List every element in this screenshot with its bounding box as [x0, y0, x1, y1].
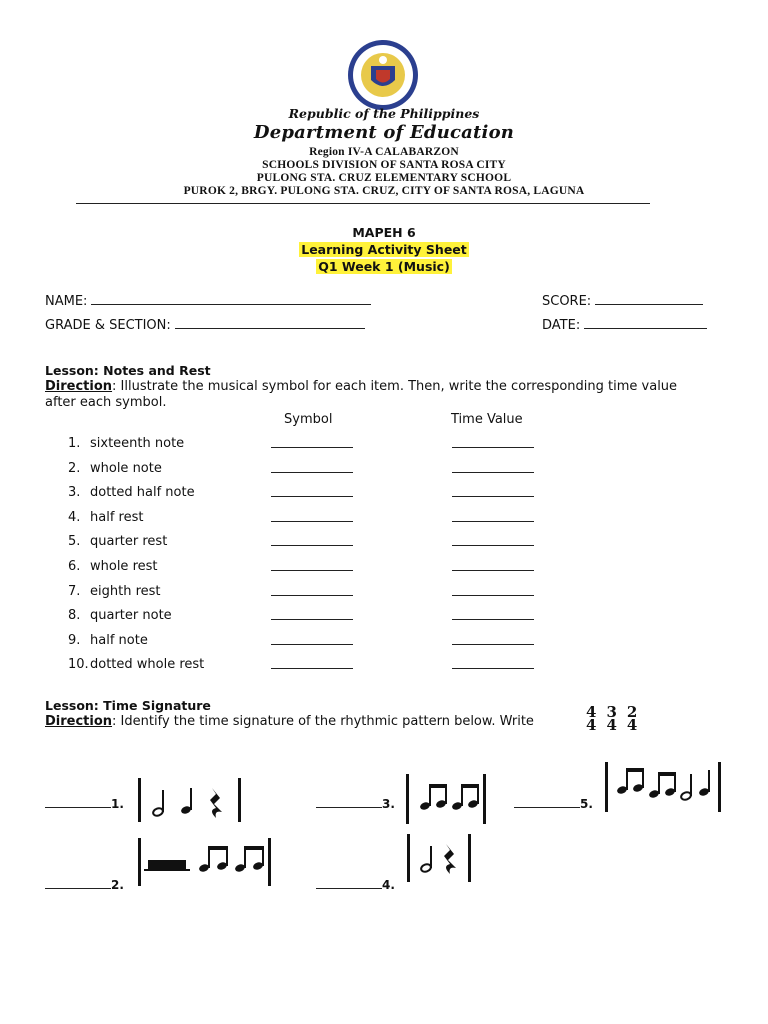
item-number: 5. — [68, 534, 81, 550]
deped-seal-icon — [346, 38, 420, 112]
time-value-answer-line[interactable] — [452, 545, 534, 546]
item-text: dotted half note — [90, 485, 195, 501]
time-signature-option — [586, 703, 597, 734]
symbol-answer-line[interactable] — [271, 619, 353, 620]
date-field[interactable]: DATE: — [542, 315, 707, 333]
time-signature-bottom: 4 — [586, 716, 597, 734]
list-item — [68, 633, 148, 648]
lesson1-direction: Direction: Illustrate the musical symbol for each item. Then, write the corresponding time value after each symbol. — [45, 379, 678, 410]
symbol-answer-line[interactable] — [271, 545, 353, 546]
item-text: sixteenth note — [90, 436, 185, 451]
department-heading: Department of Education — [253, 122, 515, 143]
time-signature-options — [586, 703, 638, 734]
subject-title: MAPEH 6 — [352, 225, 416, 240]
symbol-answer-line[interactable] — [271, 595, 353, 596]
list-item — [68, 485, 195, 500]
item-number: 9. — [68, 632, 81, 648]
time-signature-bottom: 4 — [626, 716, 638, 734]
item-number: 2. — [68, 460, 81, 476]
list-item — [68, 461, 162, 476]
rhythm-pattern-3 — [403, 772, 489, 826]
answer-5[interactable]: 5. — [514, 793, 593, 812]
item-text: half rest — [90, 509, 144, 525]
republic-heading: Republic of the Philippines — [288, 106, 480, 121]
symbol-column-header: Symbol — [284, 412, 333, 427]
time-value-column-header: Time Value — [451, 412, 523, 427]
item-text: whole note — [90, 460, 162, 476]
answer-2[interactable]: 2. — [45, 874, 124, 893]
school-text: PULONG STA. CRUZ ELEMENTARY SCHOOL — [256, 172, 512, 184]
lesson1-title: Lesson: Notes and Rest — [45, 363, 211, 378]
symbol-answer-line[interactable] — [271, 496, 353, 497]
item-number: 6. — [68, 559, 81, 574]
list-item — [68, 657, 204, 672]
answer-1[interactable]: 1. — [45, 793, 124, 812]
time-value-answer-line[interactable] — [452, 570, 534, 571]
header-divider — [76, 203, 650, 204]
item-number: 8. — [68, 608, 81, 624]
region-text: Region IV-A CALABARZON — [309, 146, 459, 158]
rhythm-pattern-5 — [602, 760, 726, 814]
grade-section-field[interactable]: GRADE & SECTION: — [45, 315, 365, 333]
list-item — [68, 559, 158, 574]
item-number: 10. — [68, 657, 89, 673]
symbol-answer-line[interactable] — [271, 570, 353, 571]
item-text: dotted whole rest — [90, 657, 205, 673]
item-number: 3. — [68, 485, 81, 501]
time-signature-bottom: 4 — [606, 716, 617, 734]
time-signature-option — [626, 703, 638, 734]
time-value-answer-line[interactable] — [452, 521, 534, 522]
symbol-answer-line[interactable] — [271, 521, 353, 522]
list-item — [68, 436, 184, 451]
time-signature-top: 2 — [626, 703, 638, 721]
time-value-answer-line[interactable] — [452, 496, 534, 497]
answer-4[interactable]: 4. — [316, 874, 395, 893]
sheet-title: Learning Activity Sheet — [301, 242, 467, 257]
rhythm-pattern-1 — [134, 776, 246, 826]
time-signature-top: 3 — [606, 703, 617, 721]
address-text: PUROK 2, BRGY. PULONG STA. CRUZ, CITY OF SANTA ROSA, LAGUNA — [183, 185, 585, 197]
item-text: eighth rest — [90, 583, 161, 599]
score-field[interactable]: SCORE: — [542, 291, 703, 309]
answer-3[interactable]: 3. — [316, 793, 395, 812]
list-item — [68, 510, 143, 525]
lesson2-title: Lesson: Time Signature — [45, 698, 211, 713]
time-value-answer-line[interactable] — [452, 447, 534, 448]
item-text: quarter rest — [90, 534, 168, 550]
division-text: SCHOOLS DIVISION OF SANTA ROSA CITY — [262, 159, 506, 171]
week-title: Q1 Week 1 (Music) — [318, 259, 450, 274]
item-number: 1. — [68, 436, 81, 451]
time-value-answer-line[interactable] — [452, 472, 534, 473]
time-signature-top: 4 — [586, 703, 597, 721]
rhythm-pattern-4 — [404, 832, 476, 884]
time-signature-option — [606, 703, 617, 734]
time-value-answer-line[interactable] — [452, 595, 534, 596]
time-value-answer-line[interactable] — [452, 668, 534, 669]
item-text: whole rest — [90, 559, 158, 574]
symbol-answer-line[interactable] — [271, 644, 353, 645]
symbol-answer-line[interactable] — [271, 447, 353, 448]
list-item — [68, 608, 172, 623]
time-value-answer-line[interactable] — [452, 644, 534, 645]
item-text: half note — [90, 632, 148, 648]
item-number: 4. — [68, 509, 81, 525]
time-value-answer-line[interactable] — [452, 619, 534, 620]
symbol-answer-line[interactable] — [271, 668, 353, 669]
list-item — [68, 534, 167, 549]
rhythm-pattern-2 — [134, 836, 274, 890]
item-number: 7. — [68, 583, 81, 599]
name-field[interactable]: NAME: — [45, 291, 371, 309]
item-text: quarter note — [90, 608, 172, 624]
list-item — [68, 584, 161, 599]
symbol-answer-line[interactable] — [271, 472, 353, 473]
lesson2-direction: Direction: Identify the time signature of the rhythmic pattern below. Write — [45, 714, 534, 729]
